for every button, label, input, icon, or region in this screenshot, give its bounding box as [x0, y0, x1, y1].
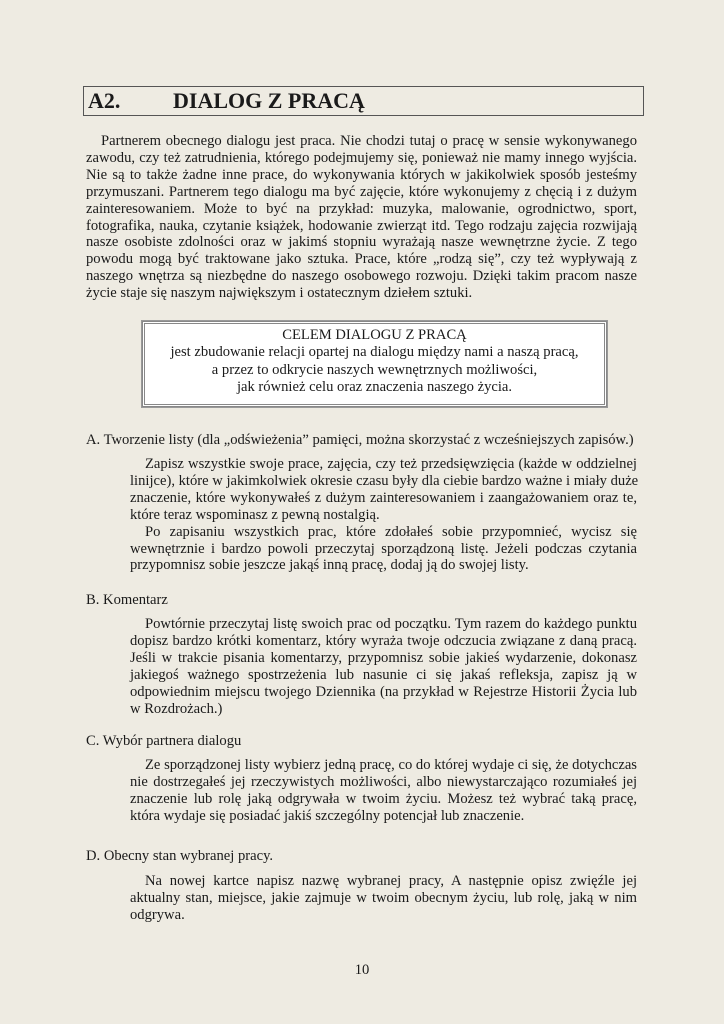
text-line: znaczenie lub rolę jaką odgrywała w twoim życiu. Możesz też wybrać taką pracę, [130, 790, 637, 807]
page-number: 10 [354, 962, 370, 978]
goal-box [142, 321, 607, 407]
section-title: DIALOG Z PRACĄ [173, 88, 365, 113]
text-line: Partnerem obecnego dialogu jest praca. Nie chodzi tutaj o pracę w sensie wykonywanego [101, 133, 637, 149]
goal-heading: CELEM DIALOGU Z PRACĄ [282, 327, 467, 343]
text-line: dopisz bardzo krótki komentarz, który wyraża twoje odczucia związane z daną pracą. [130, 632, 637, 649]
section-d-heading: D. Obecny stan wybranej pracy. [86, 848, 274, 864]
text-line: odgrywa. [130, 906, 185, 923]
text-line: w Rozdrożach.) [130, 700, 223, 717]
section-number: A2. [88, 88, 121, 113]
text-line: zawodu, czy też zatrudnienia, którego podejmujemy się, ponieważ nie mamy innego wyjścia. [86, 149, 637, 166]
text-line: życie staje się naszym największym i ostatecznym dziełem sztuki. [86, 285, 473, 302]
text-line: Nie są to także żadne inne prace, do wykonywania których w jakikolwiek sposób jesteśmy [86, 166, 637, 183]
text-line: nie dostrzegałeś jej rzeczywistych możliwości, albo niewystarczająco rozumiałeś jej [130, 773, 637, 790]
text-line: powodu mogą być traktowane jako sztuka. Prace, które „rodzą się”, czy też wypływają z [86, 251, 637, 268]
text-line: aktualny stan, miejsce, jakie zajmuje w twoim obecnym życiu, lub rolę, jaką w nim [130, 889, 637, 906]
text-line: zainteresowaniem. Może to być na przykład: muzyka, malowanie, ogrodnictwo, sport, [86, 200, 637, 217]
text-line: Powtórnie przeczytaj listę swoich prac od początku. Tym razem do każdego punktu [145, 616, 637, 632]
section-a-heading: A. Tworzenie listy (dla „odświeżenia” pamięci, można skorzystać z wcześniejszych zapisów.) [86, 432, 634, 448]
text-line: Jeśli w trakcie pisania komentarzy, przypomnisz sobie jakieś wydarzenie, dokonasz [130, 649, 637, 666]
text-line: które teraz wspominasz z pewną nostalgią. [130, 506, 380, 523]
text-line: naszego wnętrza są niezbędne do naszego osobowego rozwoju. Dzięki takim pracom nasze [86, 268, 637, 285]
text-line: odpowiednim miejscu twojego Dziennika (na przykład w Rejestrze Historii Życia lub [130, 683, 637, 700]
section-a-body [130, 456, 637, 574]
goal-line: jak również celu oraz znaczenia naszego życia. [236, 378, 513, 395]
text-line: jakiegoś ważnego spostrzeżenia lub nasunie ci się jakaś refleksja, zapisz ją w [130, 666, 637, 683]
text-line: Zapisz wszystkie swoje prace, zajęcia, czy też przedsięwzięcia (każde w oddzielnej [145, 456, 637, 472]
text-line: Na nowej kartce napisz nazwę wybranej pracy, A następnie opisz zwięźle jej [145, 873, 637, 889]
text-line: nasze osobiste zdolności oraz w jakimś stopniu wyrażają nasze wewnętrzne życie. Z tego [86, 234, 637, 251]
text-line: wewnętrznie i bardzo powoli przeczytaj sporządzoną listę. Jeżeli podczas czytania [130, 540, 637, 557]
intro-paragraph [86, 133, 637, 302]
section-c-body [130, 757, 637, 825]
text-line: Ze sporządzonej listy wybierz jedną pracę, co do której wydaje ci się, że dotychczas [145, 757, 637, 773]
text-line: linijce), które w jakimkolwiek okresie czasu były dla ciebie bardzo ważne i miały duże [130, 472, 639, 489]
section-c-heading: C. Wybór partnera dialogu [86, 733, 242, 749]
section-b-body [130, 616, 637, 717]
goal-line: jest zbudowanie relacji opartej na dialogu między nami a naszą pracą, [170, 344, 579, 361]
text-line: Po zapisaniu wszystkich prac, które zdołałeś sobie przypomnieć, wycisz się [145, 523, 637, 540]
section-d-body [130, 873, 637, 924]
section-title-box [83, 86, 644, 116]
text-line: fotografika, nauka, czytanie książek, hodowanie zwierząt itd. Tego rodzaju zajęcia rozwijają [86, 217, 637, 234]
text-line: przymuszani. Partnerem tego dialogu ma być zajęcie, które wykonujemy z chęcią i z dużym [86, 183, 637, 200]
text-line: przypomnisz sobie jeszcze jakąś inną pracę, dodaj ją do swojej listy. [130, 557, 529, 574]
text-line: znaczenie, które wykonywałeś z dużym zainteresowaniem i zaangażowaniem oraz te, [130, 489, 637, 506]
section-b-heading: B. Komentarz [86, 592, 168, 608]
goal-line: a przez to odkrycie naszych wewnętrznych możliwości, [211, 361, 538, 378]
text-line: która wydaje się posiadać jakiś szczególny potencjał lub znaczenie. [130, 807, 525, 824]
